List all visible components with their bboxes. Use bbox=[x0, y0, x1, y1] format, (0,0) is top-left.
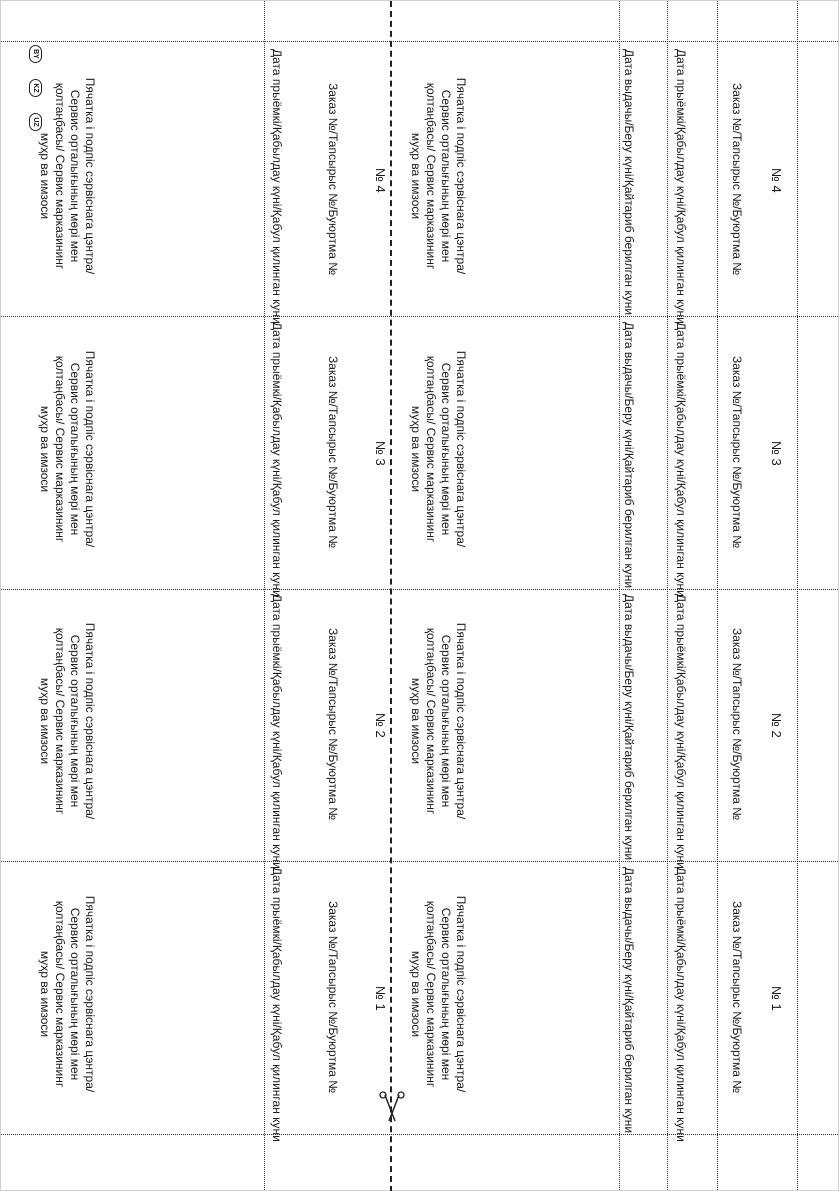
order-number-label: Заказ №/Тапсырыс №/Буюртма № bbox=[730, 628, 744, 821]
top-border-line bbox=[797, 1, 798, 1191]
order-number-label: Заказ №/Тапсырыс №/Буюртма № bbox=[730, 356, 744, 549]
receipt-date-label-lower: Дата прыёмкі/Қабылдау күні/Қабул қилинган куни bbox=[270, 49, 284, 324]
order-number-label-lower: Заказ №/Тапсырыс №/Буюртма № bbox=[326, 901, 340, 1094]
issue-date-label: Дата выдачы/Беру күні/Қайтариб берилган куни bbox=[622, 49, 636, 316]
issue-date-label: Дата выдачы/Беру күні/Қайтариб берилган куни bbox=[622, 867, 636, 1134]
order-number-label-lower: Заказ №/Тапсырыс №/Буюртма № bbox=[326, 628, 340, 821]
rotated-sheet bbox=[1, 1, 839, 1191]
receipt-date-label-lower: Дата прыёмкі/Қабылдау күні/Қабул қилинган куни bbox=[270, 867, 284, 1142]
scissors-icon bbox=[375, 1091, 409, 1125]
issue-date-label: Дата выдачы/Беру күні/Қайтариб берилган куни bbox=[622, 322, 636, 589]
receipt-date-label-lower: Дата прыёмкі/Қабылдау күні/Қабул қилинган куни bbox=[270, 594, 284, 869]
receipt-separator-line bbox=[667, 1, 668, 1191]
service-stamp-label-lower: Пячатка і подпіс сэрвіснага цэнтра/ Сервис орталығының мөрі мен қолтаңбасы/ Сервис марказининг муҳр ва имзоси bbox=[38, 895, 97, 1093]
coupon-number: № 4 bbox=[769, 168, 784, 193]
receipt-date-label: Дата прыёмкі/Қабылдау күні/Қабул қилинган куни bbox=[674, 322, 688, 597]
service-stamp-label-lower: Пячатка і подпіс сэрвіснага цэнтра/ Сервис орталығының мөрі мен қолтаңбасы/ Сервис марказининг муҳр ва имзоси bbox=[38, 622, 97, 820]
coupon-number-lower: № 3 bbox=[373, 441, 388, 466]
language-badge-uz: UZ bbox=[29, 113, 42, 131]
coupon-number-lower: № 4 bbox=[373, 168, 388, 193]
coupon-separator-3-2 bbox=[1, 589, 839, 590]
coupon-number: № 2 bbox=[769, 713, 784, 738]
service-stamp-label: Пячатка і подпіс сэрвіснага цэнтра/ Сервис орталығының мөрі мен қолтаңбасы/ Сервис марказининг муҳр ва имзоси bbox=[409, 77, 468, 275]
service-stamp-label-lower: Пячатка і подпіс сэрвіснага цэнтра/ Сервис орталығының мөрі мен қолтаңбасы/ Сервис марказининг муҳр ва имзоси bbox=[38, 350, 97, 548]
service-stamp-label: Пячатка і подпіс сэрвіснага цэнтра/ Сервис орталығының мөрі мен қолтаңбасы/ Сервис марказининг муҳр ва имзоси bbox=[409, 350, 468, 548]
coupon-number-lower: № 1 bbox=[373, 986, 388, 1011]
service-stamp-label: Пячатка і подпіс сэрвіснага цэнтра/ Сервис орталығының мөрі мен қолтаңбасы/ Сервис марказининг муҳр ва имзоси bbox=[409, 622, 468, 820]
receipt-date-label: Дата прыёмкі/Қабылдау күні/Қабул қилинган куни bbox=[674, 594, 688, 869]
receipt-date-label-lower: Дата прыёмкі/Қабылдау күні/Қабул қилинган куни bbox=[270, 322, 284, 597]
order-number-label-lower: Заказ №/Тапсырыс №/Буюртма № bbox=[326, 83, 340, 276]
order-number-label: Заказ №/Тапсырыс №/Буюртма № bbox=[730, 901, 744, 1094]
service-stamp-label-lower: Пячатка і подпіс сэрвіснага цэнтра/ Сервис орталығының мөрі мен қолтаңбасы/ Сервис марказининг муҳр ва имзоси bbox=[38, 77, 97, 275]
language-badge-by: BY bbox=[29, 45, 42, 63]
coupon-number-lower: № 2 bbox=[373, 713, 388, 738]
receipt-date-label: Дата прыёмкі/Қабылдау күні/Қабул қилинган куни bbox=[674, 49, 688, 324]
cut-line bbox=[390, 1, 392, 1191]
coupon-separator-2-1 bbox=[1, 861, 839, 862]
coupon-border-right bbox=[1, 1134, 839, 1135]
coupon-number: № 3 bbox=[769, 441, 784, 466]
language-badge-kz: KZ bbox=[29, 79, 42, 97]
coupon-separator-4-3 bbox=[1, 316, 839, 317]
issue-date-label: Дата выдачы/Беру күні/Қайтариб берилган куни bbox=[622, 594, 636, 861]
issue-separator-line bbox=[619, 1, 620, 1191]
service-stamp-label: Пячатка і подпіс сэрвіснага цэнтра/ Сервис орталығының мөрі мен қолтаңбасы/ Сервис марказининг муҳр ва имзоси bbox=[409, 895, 468, 1093]
receipt-separator-line-lower bbox=[264, 1, 265, 1191]
coupon-border-left bbox=[1, 41, 839, 42]
coupon-number: № 1 bbox=[769, 986, 784, 1011]
order-separator-line bbox=[717, 1, 718, 1191]
receipt-date-label: Дата прыёмкі/Қабылдау күні/Қабул қилинган куни bbox=[674, 867, 688, 1142]
order-number-label-lower: Заказ №/Тапсырыс №/Буюртма № bbox=[326, 356, 340, 549]
order-number-label: Заказ №/Тапсырыс №/Буюртма № bbox=[730, 83, 744, 276]
